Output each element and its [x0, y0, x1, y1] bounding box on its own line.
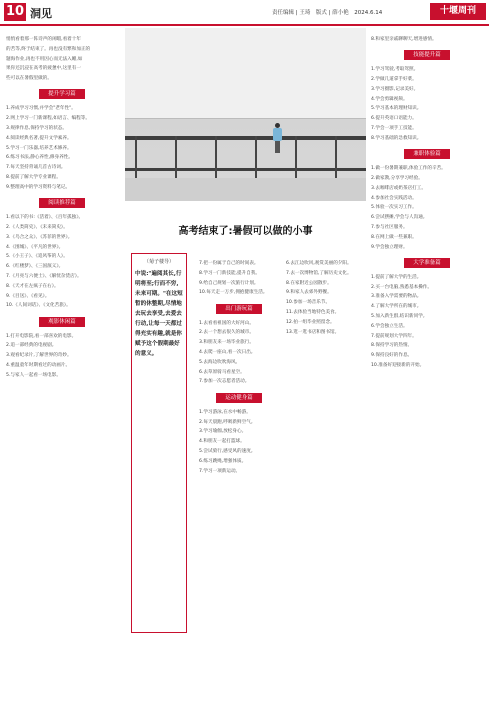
- paragraph: 2.买一台电脑,熟悉基本操作。: [371, 284, 432, 290]
- section-heading: 兼职体验篇: [404, 149, 450, 159]
- paragraph: 悄悄看着那一阵诗声的闲暇,看着十年: [6, 37, 81, 42]
- paragraph: 5.去海边吹吹海风。: [199, 359, 241, 365]
- paragraph: 8.和家里亲戚聊聊天,增进感情。: [371, 37, 437, 42]
- paragraph: 1.去看看祖国的大好河山。: [199, 320, 254, 326]
- paragraph: 6.尝试摆摊,学会与人沟通。: [371, 215, 428, 221]
- section-heading: 技能提升篇: [404, 50, 450, 60]
- paragraph: 1.做一份暑期兼职,体验工作的辛苦。: [371, 166, 446, 172]
- paragraph: 1.提前了解大学的生活。: [371, 274, 422, 280]
- paragraph: 7.参与社区服务。: [371, 224, 408, 230]
- lake-horizon: [125, 118, 366, 119]
- paragraph: 4.学会剪辑视频。: [371, 96, 408, 102]
- paragraph: 2.追一部经典的电视剧。: [6, 343, 57, 349]
- newspaper-brand: 十堰周刊: [430, 3, 486, 20]
- paragraph: 1.养成学习习惯,并学会"老年性"。: [6, 106, 76, 112]
- paragraph: 5.加入新生群,结识新同学。: [371, 314, 428, 320]
- paragraph: 5.尝试骑行,感受风的速度。: [199, 448, 256, 454]
- paragraph: 的苦等,终于结束了。再也没有繁和加正的: [6, 46, 91, 52]
- editor-meta: 责任编辑 | 王琦 版式 | 薛小艳 2024.6.14: [272, 10, 383, 16]
- paragraph: 5.《小王子》、《追风筝的人》。: [6, 254, 68, 260]
- paragraph: 6.练习书法,静心养性,修身养性。: [6, 155, 74, 161]
- editor-note-box: [131, 253, 187, 633]
- paragraph: 13.逛一逛书店和图书馆。: [286, 329, 340, 335]
- paragraph: 2.去一个想去很久的城市。: [199, 330, 254, 336]
- editor-note-body: 中说:"遍阅其长,行明将至;行而不穷,未来可期。"在这短暂的休整期,尽情地去玩去享受,去爱去行动,让每一天都过得充实有趣,就是你赋予这个假期最好的意义。: [135, 271, 183, 357]
- paragraph: 4.了解大学所在的城市。: [371, 304, 422, 310]
- ground: [125, 178, 366, 201]
- article-title: 高考结束了:暑假可以做的小事: [178, 226, 313, 237]
- railing-top: [125, 136, 366, 140]
- paragraph: 4.参加社会实践活动。: [371, 195, 417, 201]
- paragraph: 6.《红楼梦》、《三国演义》。: [6, 264, 64, 270]
- paragraph: 2.网上学习一门新课程,如语言、编程等。: [6, 116, 90, 122]
- paragraph: 12.拍一组毕业照留念。: [286, 319, 335, 325]
- paragraph: 4.阅读经典名著,提升文学素养。: [6, 135, 72, 141]
- column-4: [371, 36, 483, 372]
- railing-lower: [125, 168, 366, 171]
- paragraph: 9.《目送》、《看见》。: [6, 293, 50, 299]
- paragraph: 7.把一份属于自己的时间表。: [199, 261, 259, 266]
- paragraph: 9.给自己规划一次旅行计划。: [199, 280, 259, 286]
- section-heading: 阅读推荐篇: [39, 198, 85, 208]
- paragraph: 8.保持学习的热情。: [371, 343, 413, 349]
- paragraph: 7.参加一次志愿者活动。: [199, 379, 250, 385]
- paragraph: 7.学会一项手工技能。: [371, 126, 417, 132]
- paragraph: 8.在家附近公园散步。: [286, 280, 332, 286]
- article-photo: [125, 28, 366, 201]
- paragraph: 6.学会独立生活。: [371, 323, 408, 329]
- column-1: [6, 36, 118, 382]
- paragraph: 2.学做几道拿手好菜。: [371, 77, 417, 83]
- paragraph: 8.学习一门新技能,提升自我。: [199, 270, 260, 276]
- header-rule: [0, 24, 489, 26]
- column-2: [199, 260, 279, 477]
- paragraph: 2.每天晨跑,呼吸新鲜空气。: [199, 419, 256, 425]
- paragraph: 些可以在暑假里做的。: [6, 76, 52, 82]
- paragraph: 1.学习游泳,在水中畅游。: [199, 409, 251, 415]
- paragraph: 10.每天走一万步,拥抱健康生活。: [199, 290, 268, 296]
- editor-note-title: （菊子楼导）: [143, 259, 174, 265]
- paragraph: 2.《人类简史》、《未来简史》。: [6, 224, 68, 230]
- paragraph: 9.保持良好的作息。: [371, 353, 413, 359]
- paragraph: 7.每天坚持背诵几首古诗词。: [6, 165, 66, 171]
- paragraph: 6.去江边吹风,观赏美丽的夕阳。: [286, 261, 352, 266]
- paragraph: 6.练习跳绳,增强体质。: [199, 458, 247, 464]
- paragraph: 10.准备好迎接新的开始。: [371, 363, 425, 369]
- paragraph: 4.《围城》、《平凡的世界》。: [6, 244, 64, 250]
- paragraph: 11.去体验当地特色美食。: [286, 309, 340, 315]
- paragraph: 题海作业,再也不用因心而无法入睡,如: [6, 56, 83, 62]
- paragraph: 3.学习瑜伽,放松身心。: [199, 429, 247, 435]
- paragraph: 4.和朋友一起打篮球。: [199, 439, 245, 445]
- section-heading: 观影休闲篇: [39, 317, 85, 327]
- paragraph: 7.《月亮与六便士》、《解忧杂货店》。: [6, 273, 82, 279]
- page-number: 10: [5, 4, 25, 19]
- paragraph: 2.做家教,分享学习经验。: [371, 175, 423, 181]
- paragraph: 3.规律作息,保持学习的状态。: [6, 126, 67, 132]
- section-heading: 大学准备篇: [404, 258, 450, 268]
- paragraph: 8.在网上做一些兼职。: [371, 234, 417, 240]
- paragraph: 6.去草原骑马看星空。: [199, 369, 245, 375]
- paragraph: 7.去一次博物馆,了解历史文化。: [286, 270, 352, 276]
- paragraph: 8.提前了解大学专业课程。: [6, 175, 61, 181]
- paragraph: 4.去爬一座山,看一次日出。: [199, 350, 256, 356]
- page-header: [0, 0, 489, 24]
- paragraph: 9.学会独立理财。: [371, 244, 408, 250]
- paragraph: 5.学习基本的理财知识。: [371, 106, 422, 112]
- paragraph: 10.《人间词话》、《文化苦旅》。: [6, 303, 71, 309]
- paragraph: 9.整理高中的学习资料与笔记。: [6, 184, 71, 190]
- paragraph: 7.提前规划大学四年。: [371, 333, 417, 339]
- paragraph: 1.学习驾驶,考取驾照。: [371, 67, 419, 73]
- paragraph: 3.《乌合之众》、《苏菲的世界》。: [6, 234, 73, 240]
- paragraph: 5.与家人一起看一场电影。: [6, 372, 61, 378]
- paragraph: 3.和朋友来一场毕业旅行。: [199, 340, 254, 346]
- paragraph: 3.学习摄影,记录美好。: [371, 86, 419, 92]
- column-3: [286, 260, 366, 338]
- section-heading: 出门游玩篇: [216, 304, 262, 314]
- person-figure: [273, 123, 282, 153]
- section-heading: 提升学习篇: [39, 89, 85, 99]
- paragraph: 1.看以下的书:《活着》、《百年孤独》。: [6, 215, 84, 221]
- paragraph: 3.准备入学需要的物品。: [371, 294, 422, 300]
- paragraph: 8.学习基础的急救知识。: [371, 135, 422, 141]
- paragraph: 9.和家人去郊外野餐。: [286, 290, 332, 296]
- paragraph: 4.重温童年时期看过的动画片。: [6, 363, 71, 369]
- paragraph: 10.参加一场音乐节。: [286, 300, 331, 306]
- section-heading: 运动健身篇: [216, 393, 262, 403]
- paragraph: 5.学习一门乐器,培养艺术修养。: [6, 145, 72, 151]
- paragraph: 3.观看纪录片,了解世界的奇妙。: [6, 353, 72, 359]
- paragraph: 果你还沉浸在高考的疲惫中,这里有一: [6, 66, 81, 72]
- paragraph: 7.学习一项新运动。: [199, 468, 241, 474]
- paragraph: 6.提升英语口语能力。: [371, 116, 417, 122]
- section-name: 洞见: [30, 7, 52, 20]
- paragraph: 3.去咖啡店或奶茶店打工。: [371, 185, 426, 191]
- paragraph: 1.打开电影院,看一部喜欢的电影。: [6, 333, 77, 339]
- paragraph: 5.体验一次实习工作。: [371, 205, 417, 211]
- paragraph: 8.《天才在左疯子在右》。: [6, 283, 59, 289]
